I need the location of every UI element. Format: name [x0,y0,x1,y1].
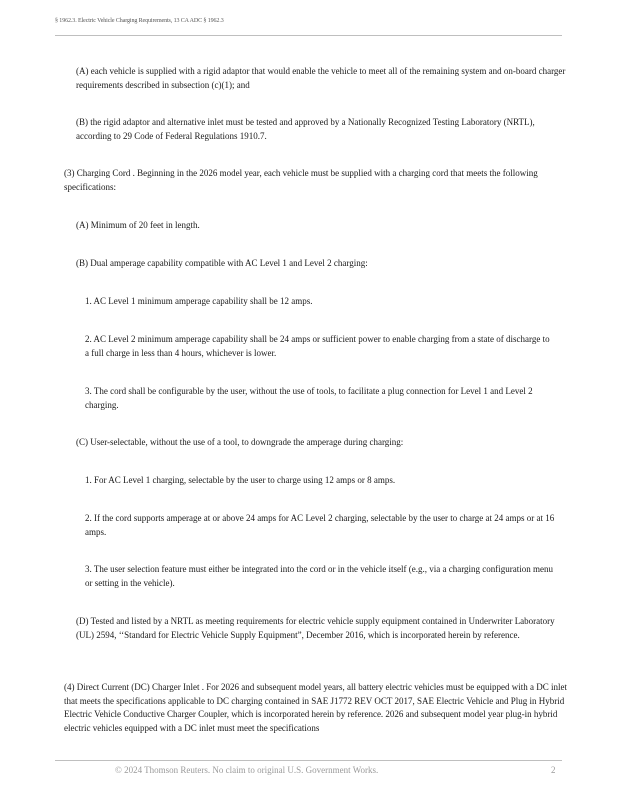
paragraph-c3-c: (C) User-selectable, without the use of a tool, to downgrade the amperage during charging: [76,437,404,447]
paragraph-c3-b-1: 1. AC Level 1 minimum amperage capability shall be 12 amps. [85,296,313,306]
paragraph-c2-b: (B) the rigid adaptor and alternative inlet must be tested and approved by a Nationally Recognized Testing Laboratory (NRTL), according to 29 Code of Federal Regulations 1910.7. [76,117,535,141]
paragraph-c3-b-2: 2. AC Level 2 minimum amperage capability shall be 24 amps or sufficient power to enable charging from a state of discharge to a full charge in less than 4 hours, whichever is lower. [85,334,550,358]
page-number: 2 [551,765,556,775]
header-divider [55,35,562,36]
paragraph-c3-c-2: 2. If the cord supports amperage at or above 24 amps for AC Level 2 charging, selectable by the user to charge at 24 amps or at 16 amps. [85,513,555,537]
paragraph-c4-dc-inlet: (4) Direct Current (DC) Charger Inlet . For 2026 and subsequent model years, all battery electric vehicles must be equipped with a DC inlet that meets the specifications applicable to DC charging contained in SAE J1772 REV OCT 2017, SAE Electric Vehicle and Plug in Hybrid Electric Vehicle Conductive Charger Coupler, which is incorporated herein by reference. 2026 and subsequent model year plug-in hybrid electric vehicles equipped with a DC inlet must meet the specifications [64,682,567,733]
page-header-citation: § 1962.3. Electric Vehicle Charging Requirements, 13 CA ADC § 1962.3 [55,18,224,24]
paragraph-c3-d: (D) Tested and listed by a NRTL as meeting requirements for electric vehicle supply equipment contained in Underwriter Laboratory (UL) 2594, ‘‘Standard for Electric Vehicle Supply Equipment”, December 2016, which is incorporated herein by reference. [76,616,555,640]
paragraph-c2-a: (A) each vehicle is supplied with a rigid adaptor that would enable the vehicle to meet all of the remaining system and on-board charger requirements described in subsection (c)(1); and [76,66,566,90]
paragraph-c3-b-3: 3. The cord shall be configurable by the user, without the use of tools, to facilitate a plug connection for Level 1 and Level 2 charging. [85,386,533,410]
paragraph-c3-c-3: 3. The user selection feature must either be integrated into the cord or in the vehicle itself (e.g., via a charging configuration menu or setting in the vehicle). [85,564,554,588]
paragraph-c3-charging-cord: (3) Charging Cord . Beginning in the 2026 model year, each vehicle must be supplied with a charging cord that meets the following specifications: [64,168,538,192]
paragraph-c3-b: (B) Dual amperage capability compatible with AC Level 1 and Level 2 charging: [76,258,368,268]
footer-divider [55,760,562,761]
paragraph-c3-c-1: 1. For AC Level 1 charging, selectable by the user to charge using 12 amps or 8 amps. [85,475,396,485]
footer-copyright: © 2024 Thomson Reuters. No claim to original U.S. Government Works. [115,765,379,775]
paragraph-c3-a: (A) Minimum of 20 feet in length. [76,220,200,230]
